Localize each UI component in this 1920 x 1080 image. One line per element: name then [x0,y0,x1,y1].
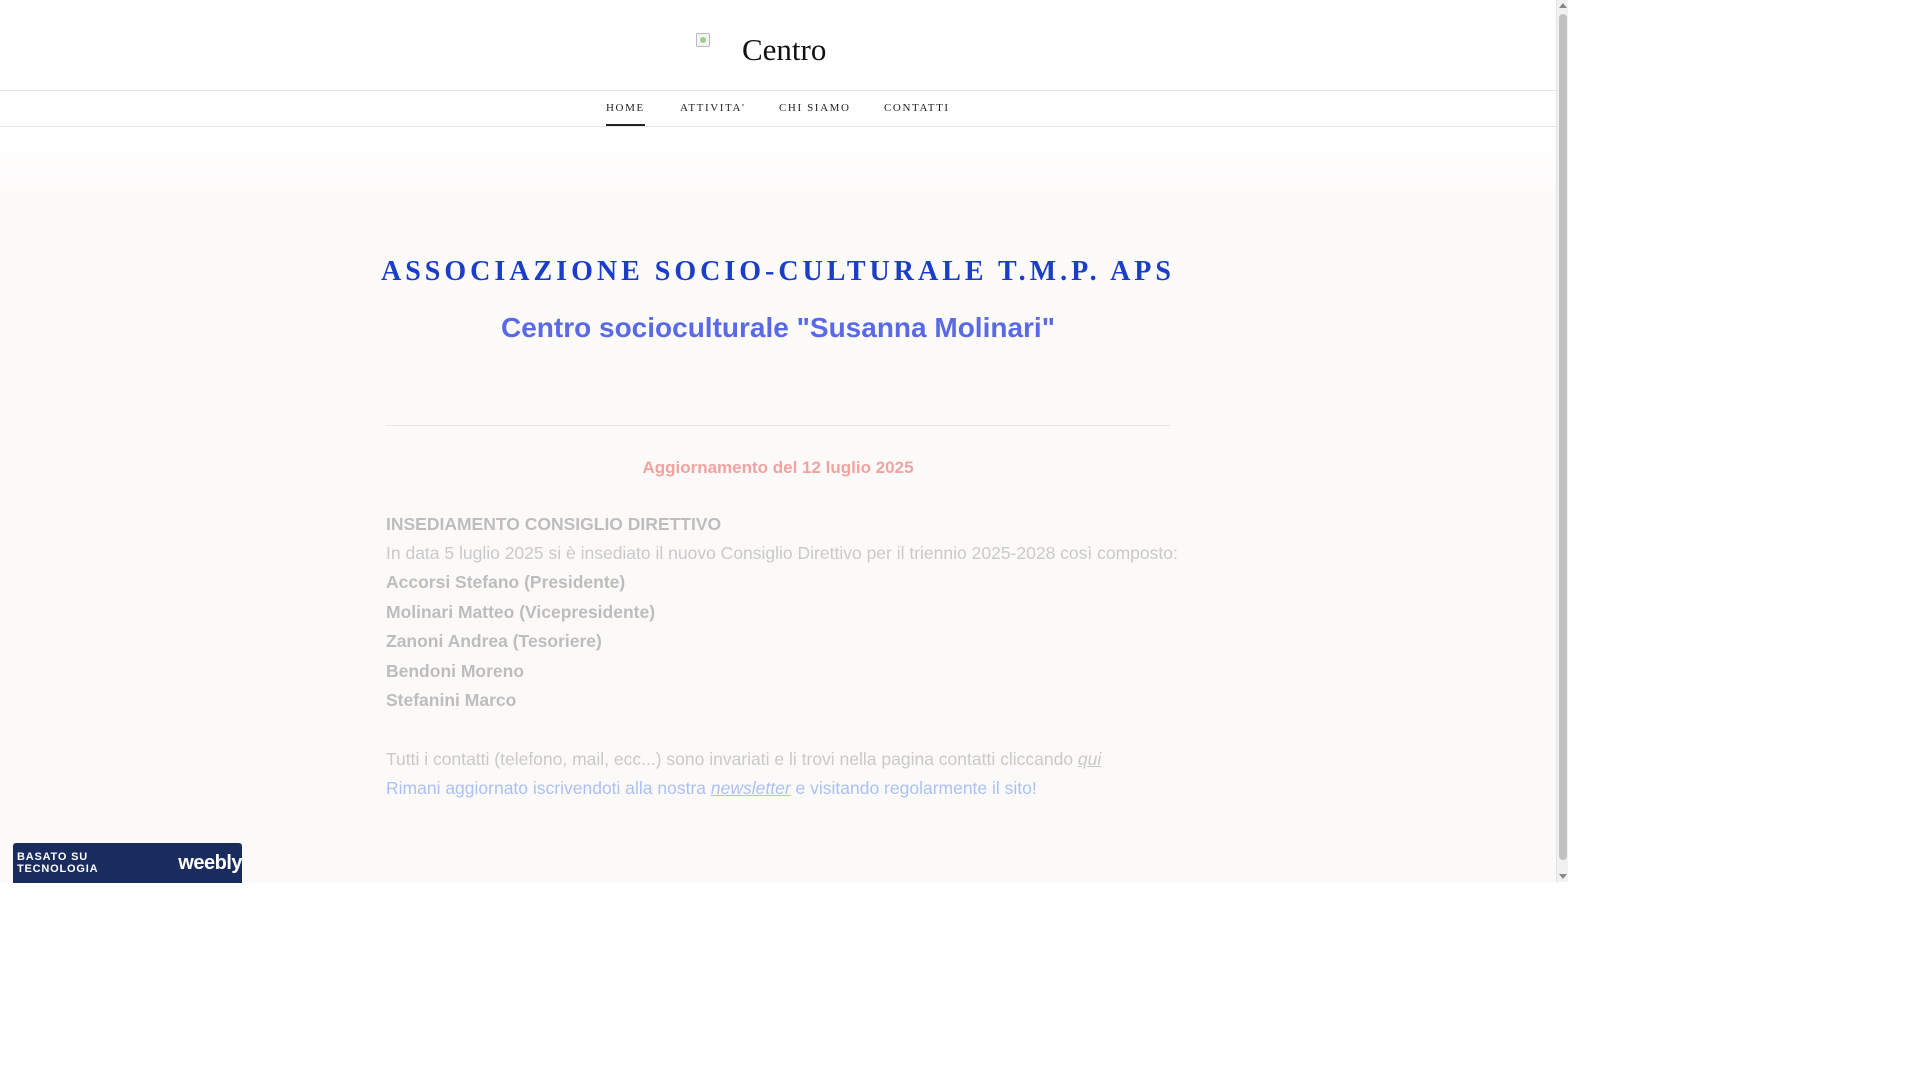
main-nav [0,90,1556,127]
member-item: Molinari Matteo (Vicepresidente) [386,602,656,622]
weebly-logo-icon: weebly [178,851,242,874]
newsletter-text-pre: Rimani aggiornato iscrivendoti alla nostra [386,778,711,798]
badge-text: BASATO SU TECNOLOGIA [17,851,99,875]
page-subtitle: Centro socioculturale "Susanna Molinari" [501,312,1055,343]
nav-item-home[interactable]: HOME [606,91,645,126]
contacts-text: Tutti i contatti (telefono, mail, ecc...) sono invariati e li trovi nella pagina contatti cliccando [386,749,1078,769]
member-item: Accorsi Stefano (Presidente) [386,572,626,592]
section-divider [386,425,1170,426]
logo-text: Centro [742,32,827,67]
contacts-paragraph [386,748,1176,770]
update-heading: Aggiornamento del 12 luglio 2025 [642,458,914,477]
newsletter-text-post: e visitando regolarmente il sito! [790,778,1037,798]
insediamento-heading: INSEDIAMENTO CONSIGLIO DIRETTIVO [386,514,722,534]
page-title: ASSOCIAZIONE SOCIO-CULTURALE T.M.P. APS [381,256,1175,287]
scroll-up-arrow-icon[interactable] [1559,3,1567,8]
newsletter-paragraph [386,777,1176,799]
nav-item-attivita[interactable]: ATTIVITA' [680,102,746,114]
scroll-down-arrow-icon[interactable] [1559,874,1567,879]
broken-image-icon [696,33,710,47]
vertical-scrollbar[interactable] [1556,0,1568,882]
site-header [0,0,1556,90]
member-item: Stefanini Marco [386,690,517,710]
member-item: Bendoni Moreno [386,661,525,681]
scrollbar-thumb[interactable] [1559,14,1567,860]
intro-paragraph: In data 5 luglio 2025 si è insediato il nuovo Consiglio Direttivo per il triennio 2025-2028 così composto: [386,543,1178,563]
weebly-badge[interactable] [13,843,242,883]
contacts-link[interactable]: qui [1077,749,1102,769]
newsletter-link[interactable]: newsletter [710,778,791,798]
member-item: Zanoni Andrea (Tesoriere) [386,631,602,651]
site-logo[interactable] [696,32,826,68]
nav-item-contatti[interactable]: CONTATTI [884,102,950,114]
nav-item-chi-siamo[interactable]: CHI SIAMO [779,102,851,114]
